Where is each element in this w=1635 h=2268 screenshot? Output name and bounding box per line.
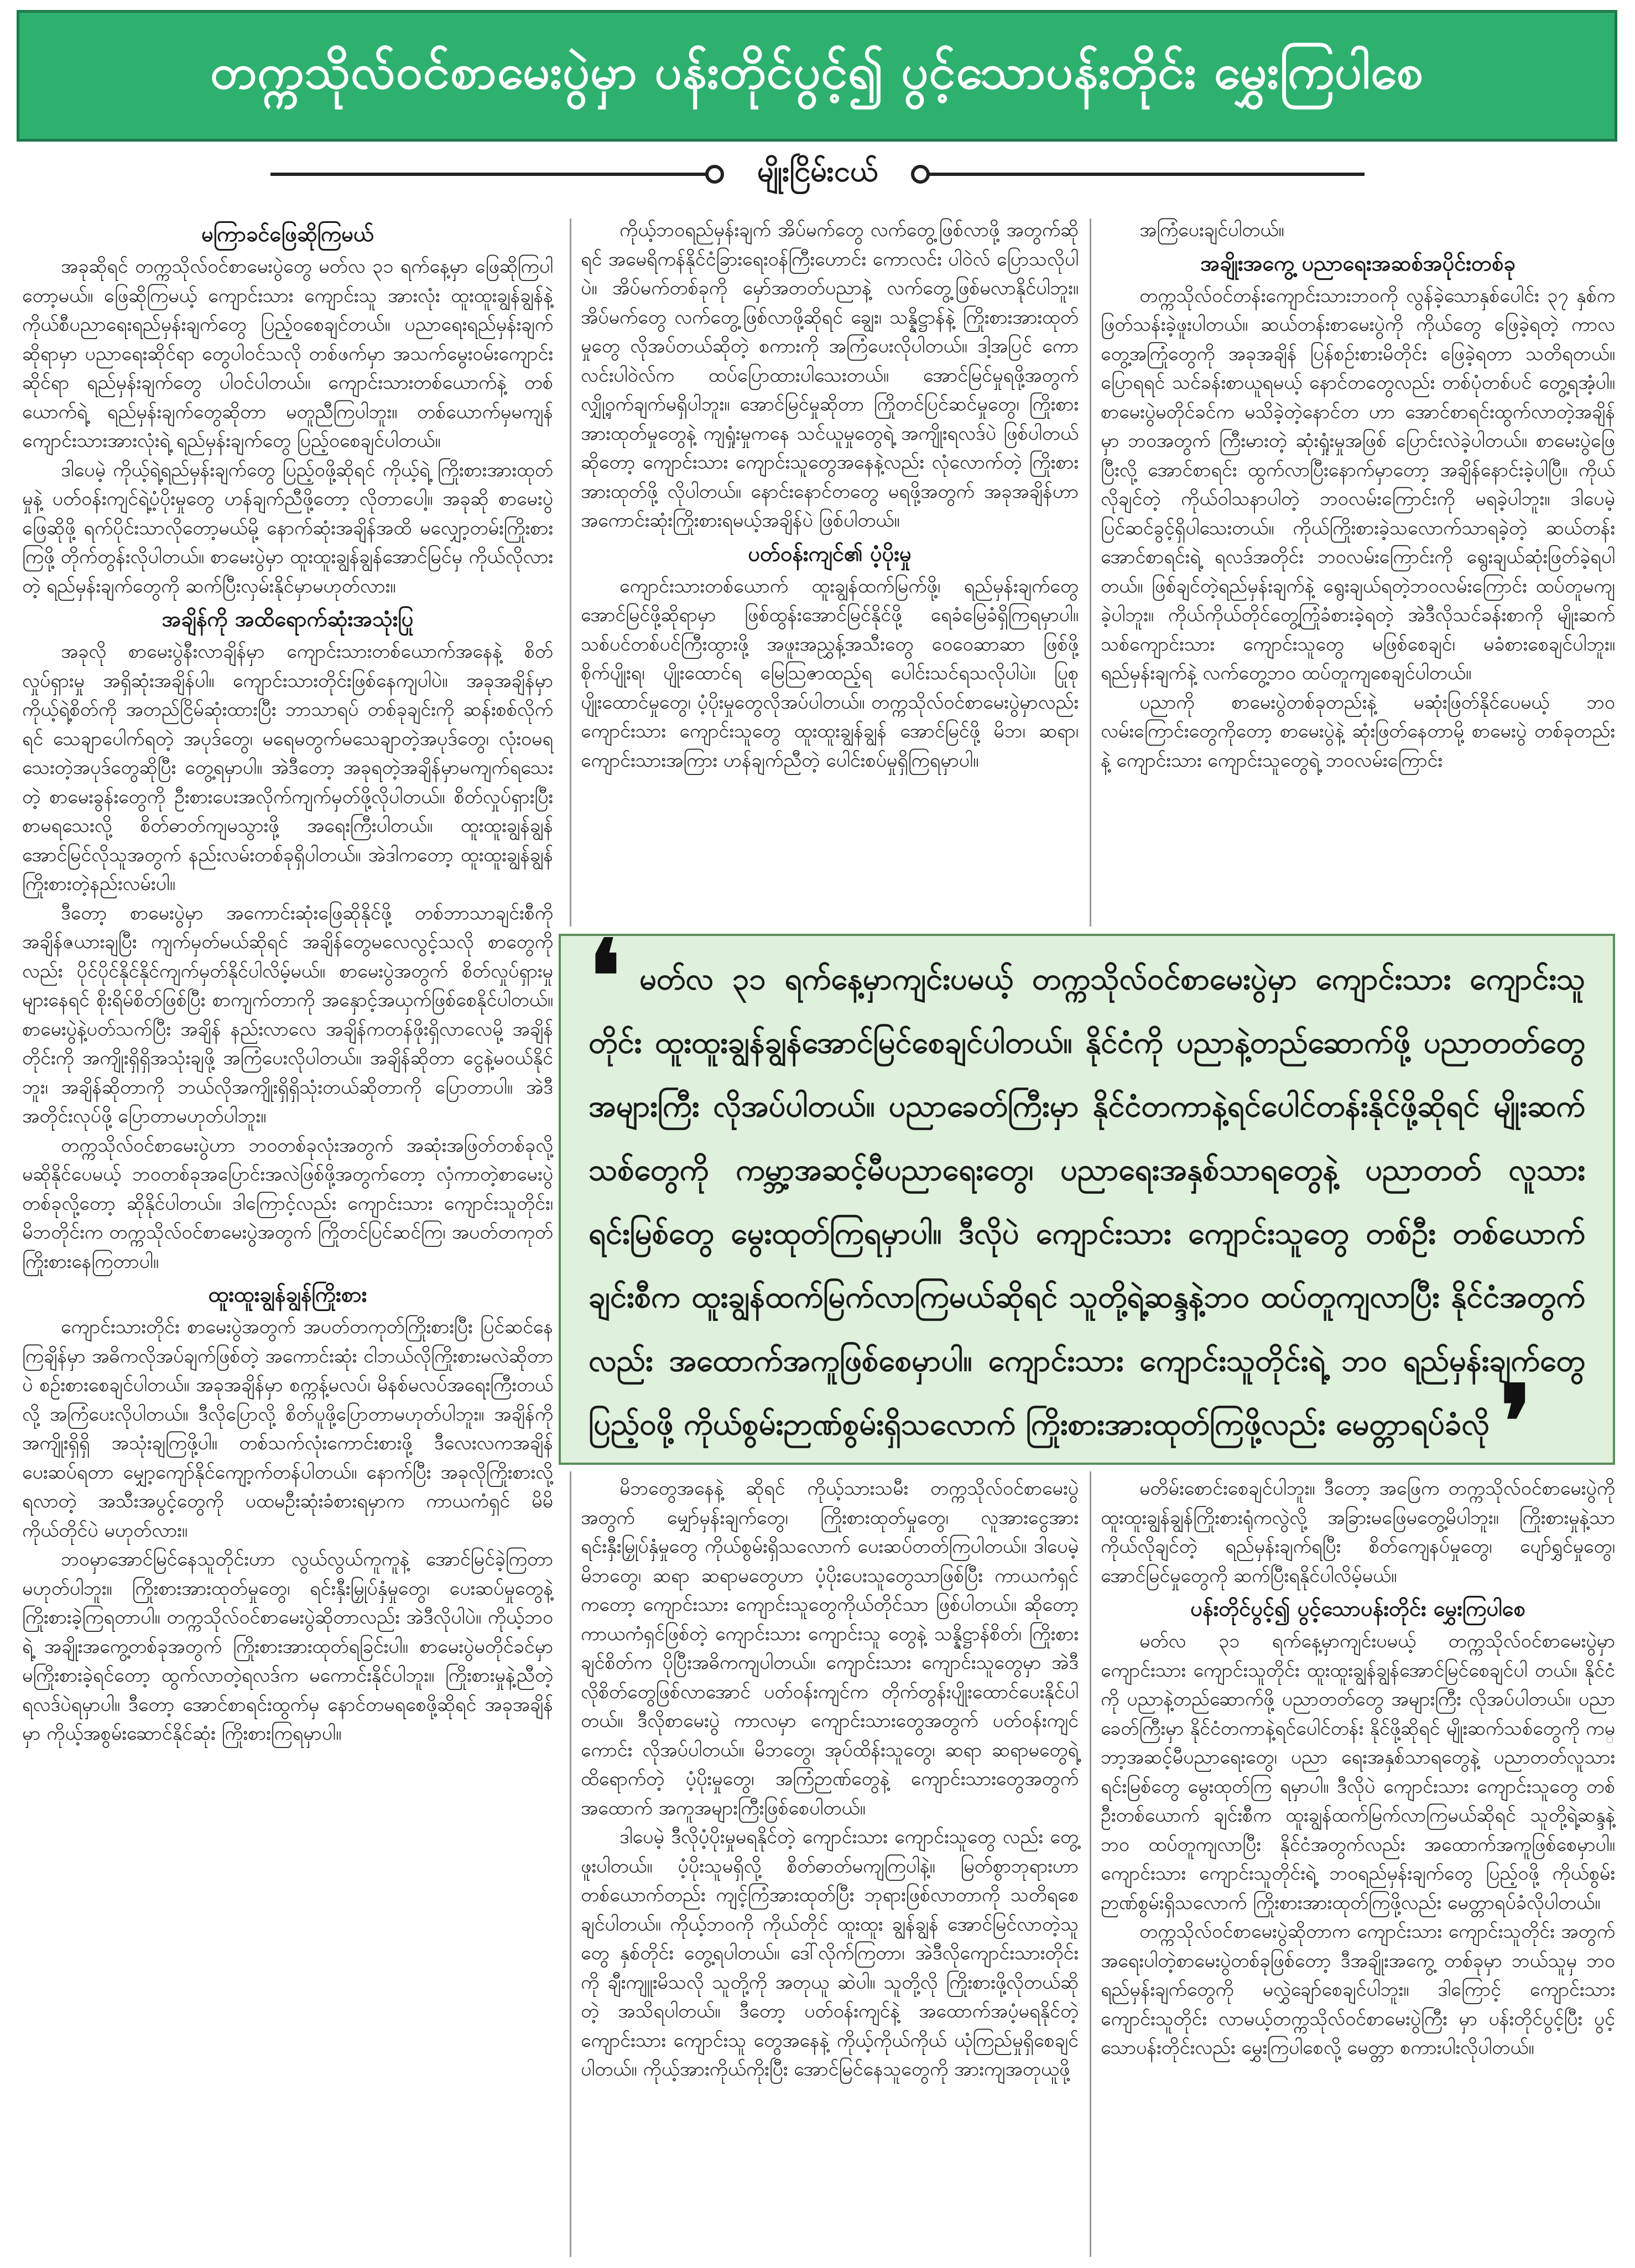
headline: တက္ကသိုလ်ဝင်စာမေးပွဲမှာ ပန်းတိုင်ပွင့်၍ ပွင့်သောပန်းတိုင်း မွှေးကြပါစေ — [210, 44, 1424, 100]
byline-left-ornament — [270, 173, 713, 176]
article-paragraph: တက္ကသိုလ်ဝင်စာမေးပွဲဆိုတာက ကျောင်းသား ကျောင်းသူတိုင်း အတွက် အရေးပါတဲ့စာမေးပွဲတစ်ခုဖြစ်တော့ ဒီအချိုးအကွေ့ တစ်ခုမှာ ဘယ်သူမှ ဘဝရည်မှန်းချက်တွေကို မလွှဲချော်စေချင်ပါဘူး။ ဒါကြောင့် ကျောင်းသား ကျောင်းသူတိုင်း လာမယ့်တက္ကသိုလ်ဝင်စာမေးပွဲကြီး မှာ ပန်းတိုင်ပွင့်ပြီး ပွင့်သောပန်းတိုင်းလည်း မွှေးကြပါစေလို့ မေတ္တာ စကားပါးလိုပါတယ်။ — [1101, 1921, 1615, 2059]
byline — [0, 149, 1635, 199]
article-paragraph: မတိမ်းစောင်းစေချင်ပါဘူး။ ဒီတော့ အဖြေက တက္ကသိုလ်ဝင်စာမေးပွဲကို ထူးထူးချွန်ချွန်ကြိုးစားရုံကလွဲလို့ အခြားမဖြေမတွေ့မိပါဘူး။ ကြိုးစားမှုနဲ့သာ ကိုယ်လိုချင်တဲ့ ရည်မှန်းချက်ရပြီး စိတ်ကျေနပ်မှုတွေ၊ ပျော်ရွှင်မှုတွေ၊ အောင်မြင်မှုတွေကို ဆက်ပြီးရနိုင်ပါလိမ့်မယ်။ — [1101, 1478, 1615, 1587]
article-paragraph: မတ်လ ၃၁ ရက်နေ့မှာကျင်းပမယ့် တက္ကသိုလ်ဝင်စာမေးပွဲမှာ ကျောင်းသား ကျောင်းသူတိုင်း ထူးထူးချွန်ချွန်အောင်မြင်စေချင်ပါ တယ်။ နိုင်ငံကို ပညာနဲ့တည်ဆောက်ဖို့ ပညာတတ်တွေ အများကြီး လိုအပ်ပါတယ်။ ပညာခေတ်ကြီးမှာ နိုင်ငံတကာနဲ့ရင်ပေါင်တန်း နိုင်ဖို့ဆိုရင် မျိုးဆက်သစ်တွေကို ကမ္ဘာ့အဆင့်မီပညာရေးတွေ၊ ပညာ ရေးအနှစ်သာရတွေနဲ့ ပညာတတ်လူသားရင်းမြစ်တွေ မွေးထုတ်ကြ ရမှာပါ။ ဒီလိုပဲ ကျောင်းသား ကျောင်းသူတွေ တစ်ဦးတစ်ယောက် ချင်းစီက ထူးချွန်ထက်မြက်လာကြမယ်ဆိုရင် သူတို့ရဲ့ဆန္ဒနဲ့ဘဝ ထပ်တူကျလာပြီး နိုင်ငံအတွက်လည်း အထောက်အကူဖြစ်စေမှာပါ။ ကျောင်းသား ကျောင်းသူတိုင်းရဲ့ ဘဝရည်မှန်းချက်တွေ ပြည့်ဝဖို့ ကိုယ်စွမ်းဉာဏ်စွမ်းရှိသလောက် ကြိုးစားအားထုတ်ကြဖို့လည်း မေတ္တာရပ်ခံလိုပါတယ်။ — [1101, 1630, 1615, 1914]
section-heading: ပန်းတိုင်ပွင့်၍ ပွင့်သောပန်းတိုင်း မွှေးကြပါစေ — [1190, 1596, 1525, 1621]
article-paragraph: ဒါပေမဲ့ ဒီလိုပံ့ပိုးမှုမရနိုင်တဲ့ ကျောင်းသား ကျောင်းသူတွေ လည်း တွေ့ဖူးပါတယ်။ ပံ့ပိုးသူမရှိလို့ စိတ်ဓာတ်မကျကြပါနဲ့။ မြတ်စွာဘုရားဟာ တစ်ယောက်တည်း ကျင့်ကြံအားထုတ်ပြီး ဘုရားဖြစ်လာတာကို သတိရစေချင်ပါတယ်။ ကိုယ့်ဘဝကို ကိုယ်တိုင် ထူးထူး ချွန်ချွန် အောင်မြင်လာတဲ့သူတွေ နှစ်တိုင်း တွေ့ရပါတယ်။ ဒေါ်လိုက်ကြတာ၊ အဲဒီလိုကျောင်းသားတိုင်းကို ချီးကျူးမိသလို သူတို့ကို အတုယူ ဆဲပါ။ သူတို့လို ကြိုးစားဖို့လိုတယ်ဆိုတဲ့ အသိရပါတယ်။ ဒီတော့ ပတ်ဝန်းကျင်နဲ့ အထောက်အပံ့မရနိုင်တဲ့ ကျောင်းသား ကျောင်းသူ တွေအနေနဲ့ ကိုယ့်ကိုယ်ကိုယ် ယုံကြည်မှုရှိစေချင်ပါတယ်။ ကိုယ့်အားကိုယ်ကိုးပြီး အောင်မြင်နေသူတွေကို အားကျအတုယူဖို့ — [581, 1826, 1079, 2080]
section-heading: မကြာခင်ဖြေဆိုကြမယ် — [201, 222, 374, 246]
byline-right-ornament — [922, 173, 1365, 176]
section-heading: အချိုးအကွေ့ ပညာရေးအဆစ်အပိုင်းတစ်ခု — [1200, 251, 1516, 275]
section-heading: ထူးထူးချွန်ချွန်ကြိုးစား — [208, 1282, 367, 1307]
article-paragraph: ကျောင်းသားတစ်ယောက် ထူးချွန်ထက်မြက်ဖို့၊ ရည်မှန်းချက်တွေ အောင်မြင်ဖို့ဆိုရာမှာ ဖြစ်ထွန်းအောင်မြင်နိုင်ဖို့ ရေခံမြေခံရှိကြရမှာပါ။ သစ်ပင်တစ်ပင်ကြီးထွားဖို့ အဖူးအညွှန့်အသီးတွေ ဝေဝေဆာဆာ ဖြစ်ဖို့ စိုက်ပျိုးရ၊ ပျိုးထောင်ရ မြေဩဇာထည့်ရ ပေါင်းသင်ရသလိုပါပဲ။ ပြုစုပျိုးထောင်မှုတွေ၊ ပံ့ပိုးမှုတွေလိုအပ်ပါတယ်။ တက္ကသိုလ်ဝင်စာမေးပွဲမှာလည်း ကျောင်းသား ကျောင်းသူတွေ ထူးထူးချွန်ချွန် အောင်မြင်ဖို့ မိဘ၊ ဆရာ၊ ကျောင်းသားအကြား ဟန်ချက်ညီတဲ့ ပေါင်းစပ်မှုရှိကြရမှာပါ။ — [581, 575, 1079, 772]
article-paragraph: ဘဝမှာအောင်မြင်နေသူတိုင်းဟာ လွယ်လွယ်ကူကူနဲ့ အောင်မြင်ခဲ့ကြတာ မဟုတ်ပါဘူး။ ကြိုးစားအားထုတ်မှုတွေ၊ ရင်းနှီးမြှုပ်နှံမှုတွေ၊ ပေးဆပ်မှုတွေနဲ့ ကြိုးစားခဲ့ကြရတာပါ။ တက္ကသိုလ်ဝင်စာမေးပွဲဆိုတာလည်း အဲဒီလိုပါပဲ။ ကိုယ့်ဘဝရဲ့ အချိုးအကွေ့တစ်ခုအတွက် ကြိုးစားအားထုတ်ရခြင်းပါ။ စာမေးပွဲမတိုင်ခင်မှာ မကြိုးစားခဲ့ရင်တော့ ထွက်လာတဲ့ရလဒ်က မကောင်းနိုင်ပါဘူး။ ကြိုးစားမှုနဲ့ညီတဲ့ ရလဒ်ပဲရမှာပါ။ ဒီတော့ အောင်စာရင်းထွက်မှ နောင်တမရစေဖို့ဆိုရင် အခုအချိန်မှာ ကိုယ့်အစွမ်းဆောင်နိုင်ဆုံး ကြိုးစားကြရမှာပါ။ — [22, 1548, 553, 1745]
article-paragraph: မိဘတွေအနေနဲ့ ဆိုရင် ကိုယ့်သားသမီး တက္ကသိုလ်ဝင်စာမေးပွဲ အတွက် မျှော်မှန်းချက်တွေ၊ ကြိုးစားထုတ်မှုတွေ၊ လူအားငွေအား ရင်းနှီးမြှုပ်နှံမှုတွေ ကိုယ်စွမ်းရှိသလောက် ပေးဆပ်တတ်ကြပါတယ်။ ဒါပေမဲ့ မိဘတွေ၊ ဆရာ ဆရာမတွေဟာ ပံ့ပိုးပေးသူတွေသာဖြစ်ပြီး ကာယကံရှင်ကတော့ ကျောင်းသား ကျောင်းသူတွေကိုယ်တိုင်သာ ဖြစ်ပါတယ်။ ဆိုတော့ ကာယကံရှင်ဖြစ်တဲ့ ကျောင်းသား ကျောင်းသူ တွေနဲ့ သန္နိဋ္ဌာန်စိတ်၊ ကြိုးစားချင်စိတ်က ပိုပြီးအဓိကကျပါတယ်။ ကျောင်းသား ကျောင်းသူတွေမှာ အဲဒီလိုစိတ်တွေဖြစ်လာအောင် ပတ်ဝန်းကျင်က တိုက်တွန်းပျိုးထောင်ပေးနိုင်ပါတယ်။ ဒီလိုစာမေးပွဲ ကာလမှာ ကျောင်းသားတွေအတွက် ပတ်ဝန်းကျင်ကောင်း လိုအပ်ပါတယ်။ မိဘတွေ၊ အုပ်ထိန်းသူတွေ၊ ဆရာ ဆရာမတွေရဲ့ ထိရောက်တဲ့ ပံ့ပိုးမှုတွေ၊ အကြံဉာဏ်တွေနဲ့ ကျောင်းသားတွေအတွက် အထောက် အကူအများကြီးဖြစ်စေပါတယ်။ — [581, 1478, 1079, 1819]
column-divider-3 — [570, 1471, 571, 2257]
pull-quote-body: မတ်လ ၃၁ ရက်နေ့မှာကျင်းပမယ့် တက္ကသိုလ်ဝင်စာမေးပွဲမှာ ကျောင်းသား ကျောင်းသူတိုင်း ထူးထူးချွန်ချွန်အောင်မြင်စေချင်ပါတယ်။ နိုင်ငံကို ပညာနဲ့တည်ဆောက်ဖို့ ပညာတတ်တွေ အများကြီး လိုအပ်ပါတယ်။ ပညာခေတ်ကြီးမှာ နိုင်ငံတကာနဲ့ရင်ပေါင်တန်းနိုင်ဖို့ဆိုရင် မျိုးဆက်သစ်တွေကို ကမ္ဘာ့အဆင့်မီပညာရေးတွေ၊ ပညာရေးအနှစ်သာရတွေနဲ့ ပညာတတ် လူသားရင်းမြစ်တွေ မွေးထုတ်ကြရမှာပါ။ ဒီလိုပဲ ကျောင်းသား ကျောင်းသူတွေ တစ်ဦး တစ်ယောက်ချင်းစီက ထူးချွန်ထက်မြက်လာကြမယ်ဆိုရင် သူတို့ရဲ့ဆန္ဒနဲ့ဘဝ ထပ်တူကျလာပြီး နိုင်ငံအတွက်လည်း အထောက်အကူဖြစ်စေမှာပါ။ ကျောင်းသား ကျောင်းသူတိုင်းရဲ့ ဘဝ ရည်မှန်းချက်တွေပြည့်ဝဖို့ ကိုယ်စွမ်းဉာဏ်စွမ်းရှိသလောက် ကြိုးစားအားထုတ်ကြဖို့လည်း မေတ္တာရပ်ခံလို — [589, 961, 1585, 1442]
article-paragraph: တက္ကသိုလ်ဝင်စာမေးပွဲဟာ ဘဝတစ်ခုလုံးအတွက် အဆုံးအဖြတ်တစ်ခုလို့ မဆိုနိုင်ပေမယ့် ဘဝတစ်ခုအပြောင်းအလဲဖြစ်ဖို့အတွက်တော့ လှံကာတဲ့စာမေးပွဲတစ်ခုလို့တော့ ဆိုနိုင်ပါတယ်။ ဒါကြောင့်လည်း ကျောင်းသား ကျောင်းသူတိုင်း၊ မိဘတိုင်းက တက္ကသိုလ်ဝင်စာမေးပွဲအတွက် ကြိုတင်ပြင်ဆင်ကြ၊ အပတ်တကုတ် ကြိုးစားနေကြတာပါ။ — [22, 1134, 553, 1273]
author-name: မျိုးငြိမ်းငယ် — [757, 155, 878, 188]
headline-banner — [17, 10, 1617, 142]
pull-quote-text — [589, 918, 1585, 1480]
article-column-2-top — [581, 216, 1079, 924]
open-quote-mark: ❛ — [589, 918, 621, 1035]
article-column-2-bottom — [581, 1474, 1079, 2260]
column-divider-4 — [1090, 1471, 1091, 2257]
section-heading: အချိန်ကို အထိရောက်ဆုံးအသုံးပြု — [162, 607, 414, 631]
section-heading: ပတ်ဝန်းကျင်၏ ပံ့ပိုးမှု — [748, 541, 912, 566]
column-divider-1 — [570, 219, 571, 927]
article-paragraph: အခုဆိုရင် တက္ကသိုလ်ဝင်စာမေးပွဲတွေ မတ်လ ၃၁ ရက်နေ့မှာ ဖြေဆိုကြပါတော့မယ်။ ဖြေဆိုကြမယ့် ကျောင်းသား ကျောင်းသူ အားလုံး ထူးထူးချွန်ချွန်နဲ့ ကိုယ်စီပညာရေးရည်မှန်းချက်တွေ ပြည့်ဝစေချင်တယ်။ ပညာရေးရည်မှန်းချက်ဆိုရာမှာ ပညာရေးဆိုင်ရာ တွေပါဝင်သလို တစ်ဖက်မှာ အသက်မွေးဝမ်းကျောင်းဆိုင်ရာ ရည်မှန်းချက်တွေ ပါဝင်ပါတယ်။ ကျောင်းသားတစ်ယောက်နဲ့ တစ်ယောက်ရဲ့ ရည်မှန်းချက်တွေဆိုတာ မတူညီကြပါဘူး။ တစ်ယောက်မှမကျန် ကျောင်းသားအားလုံးရဲ့ ရည်မှန်းချက်တွေ ပြည့်ဝစေချင်ပါတယ်။ — [22, 256, 553, 452]
close-quote-mark: ❜ — [1499, 1364, 1532, 1480]
article-paragraph: ကိုယ့်ဘဝရည်မှန်းချက် အိပ်မက်တွေ လက်တွေ့ဖြစ်လာဖို့ အတွက်ဆိုရင် အမေရိကန်နိုင်ငံခြားရေးဝန်ကြီးဟောင်း ကောလင်း ပါဝဲလ် ပြောသလိုပါပဲ။ အိပ်မက်တစ်ခုကို မှော်အတတ်ပညာနဲ့ လက်တွေ့ဖြစ်မလာနိုင်ပါဘူး။ အိပ်မက်တွေ လက်တွေ့ဖြစ်လာဖို့ဆိုရင် ချွေး၊ သန္နိဋ္ဌာန်နဲ့ ကြိုးစားအားထုတ်မှုတွေ လိုအပ်တယ်ဆိုတဲ့ စကားကို အကြံပေးလိုပါတယ်။ ဒါ့အပြင် ကောလင်းပါဝဲလ်က ထပ်ပြောထားပါသေးတယ်။ အောင်မြင်မှုရဖို့အတွက် လျှို့ဝှက်ချက်မရှိပါဘူး။ အောင်မြင်မှုဆိုတာ ကြိုတင်ပြင်ဆင်မှုတွေ၊ ကြိုးစားအားထုတ်မှုတွေနဲ့ ကျရှုံးမှုကနေ သင်ယူမှုတွေရဲ့ အကျိုးရလဒ်ပဲ ဖြစ်ပါတယ်ဆိုတော့ ကျောင်းသား ကျောင်းသူတွေအနေနဲ့လည်း လုံလောက်တဲ့ ကြိုးစားအားထုတ်ဖို့ လိုပါတယ်။ နောင်းနောင်တတွေ မရဖို့အတွက် အခုအချိန်ဟာ အကောင်းဆုံးကြိုးစားရမယ့်အချိန်ပဲ ဖြစ်ပါတယ်။ — [581, 219, 1079, 532]
article-paragraph: တက္ကသိုလ်ဝင်တန်းကျောင်းသားဘဝကို လွန်ခဲ့သောနှစ်ပေါင်း ၃၇ နှစ်က ဖြတ်သန်းခဲ့ဖူးပါတယ်။ ဆယ်တန်းစာမေးပွဲကို ကိုယ်တွေ ဖြေခဲ့ရတဲ့ ကာလတွေ့အကြုံတွေကို အခုအချိန် ပြန်စဉ်းစားမိတိုင်း ဖြေခဲ့ရတာ သတိရတယ်။ ပြောရရင် သင်ခန်းစာယူရမယ့် နောင်တတွေလည်း တစ်ပုံတစ်ပင် တွေ့ရအံ့ပါ။ စာမေးပွဲမတိုင်ခင်က မသိခဲ့တဲ့နောင်တ ဟာ အောင်စာရင်းထွက်လာတဲ့အချိန်မှာ ဘဝအတွက် ကြီးမားတဲ့ ဆုံးရှုံးမှုအဖြစ် ပြောင်းလဲခဲ့ပါတယ်။ စာမေးပွဲဖြေပြီးလို့ အောင်စာရင်း ထွက်လာပြီးနောက်မှာတော့ အချိန်နောင်းခဲ့ပါပြီ။ ကိုယ်လိုချင်တဲ့ ကိုယ်ဝါသနာပါတဲ့ ဘဝလမ်းကြောင်းကို မရခဲ့ပါဘူး။ ဒါပေမဲ့ ပြင်ဆင်ခွင့်ရှိပါသေးတယ်။ ကိုယ်ကြိုးစားခဲ့သလောက်သာရခဲ့တဲ့ ဆယ်တန်းအောင်စာရင်းရဲ့ ရလဒ်အတိုင်း ဘဝလမ်းကြောင်းကို ရွေးချယ်ဆုံးဖြတ်ခဲ့ရပါတယ်။ ဖြစ်ချင်တဲ့ရည်မှန်းချက်နဲ့ ရွေးချယ်ရတဲ့ဘဝလမ်းကြောင်း ထပ်တူမကျခဲ့ပါဘူး။ ကိုယ်ကိုယ်တိုင်တွေ့ကြုံခံစားခဲ့ရတဲ့ အဲဒီလိုသင်ခန်းစာကို မျိုးဆက်သစ်ကျောင်းသား ကျောင်းသူတွေ မဖြစ်စေချင်၊ မခံစားစေချင်ပါဘူး။ ရည်မှန်းချက်နဲ့ လက်တွေ့ဘဝ ထပ်တူကျစေချင်ပါတယ်။ — [1101, 284, 1615, 684]
pull-quote-box — [559, 918, 1615, 1480]
article-paragraph: အခုလို စာမေးပွဲနီးလာချိန်မှာ ကျောင်းသားတစ်ယောက်အနေနဲ့ စိတ်လှုပ်ရှားမှု အရှိဆုံးအချိန်ပါ။ ကျောင်းသားတိုင်းဖြစ်နေကျပါပဲ။ အခုအချိန်မှာ ကိုယ့်ရဲ့စိတ်ကို အတည်ငြိမ်ဆုံးထားပြီး ဘာသာရပ် တစ်ခုချင်းကို ဆန်းစစ်လိုက်ရင် သေချာပေါက်ရတဲ့ အပုဒ်တွေ၊ မရေမတွက်မသေချာတဲ့အပုဒ်တွေ၊ လုံးဝမရသေးတဲ့အပုဒ်တွေဆိုပြီး တွေ့ရမှာပါ။ အဲဒီတော့ အခုရတဲ့အချိန်မှာမကျက်ရသေးတဲ့ စာမေးခွန်းတွေကို ဦးစားပေးအလိုက်ကျက်မှတ်ဖို့လိုပါတယ်။ စိတ်လှုပ်ရှားပြီး စာမရသေးလို့ စိတ်ဓာတ်ကျမသွားဖို့ အရေးကြီးပါတယ်။ ထူးထူးချွန်ချွန်အောင်မြင်လိုသူအတွက် နည်းလမ်းတစ်ခုရှိပါတယ်။ အဲဒါကတော့ ထူးထူးချွန်ချွန်ကြိုးစားတဲ့နည်းလမ်းပါ။ — [22, 641, 553, 895]
article-column-3-bottom — [1101, 1474, 1615, 2260]
article-paragraph: ကျောင်းသားတိုင်း စာမေးပွဲအတွက် အပတ်တကုတ်ကြိုးစားပြီး ပြင်ဆင်နေကြချိန်မှာ အဓိကလိုအပ်ချက်ဖြစ်တဲ့ အကောင်းဆုံး ငါဘယ်လိုကြိုးစားမလဲဆိုတာပဲ စဉ်းစားစေချင်ပါတယ်။ အခုအချိန်မှာ စက္ကန့်မလပ်၊ မိနစ်မလပ်အရေးကြီးတယ်လို့ အကြံပေးလိုပါတယ်။ ဒီလိုပြောလို့ စိတ်ပူဖို့ပြောတာမဟုတ်ပါဘူး။ အချိန်ကိုအကျိုးရှိရှိ အသုံးချကြဖို့ပါ။ တစ်သက်လုံးကောင်းစားဖို့ ဒီလေးလကအချိန် ပေးဆပ်ရတာ မျှော့ကျော်နိုင်ကျော့က်တန်ပါတယ်။ နောက်ပြီး အခုလိုကြိုးစားလို့ရလာတဲ့ အသီးအပွင့်တွေကို ပထမဦးဆုံးခံစားရမှာက ကာယကံရှင် မိမိကိုယ်တိုင်ပဲ မဟုတ်လား။ — [22, 1316, 553, 1542]
article-paragraph: ပညာကို စာမေးပွဲတစ်ခုတည်းနဲ့ မဆုံးဖြတ်နိုင်ပေမယ့် ဘဝ လမ်းကြောင်းတွေကိုတော့ စာမေးပွဲနဲ့ ဆုံးဖြတ်နေတာမို့ စာမေးပွဲ တစ်ခုတည်းနဲ့ ကျောင်းသား ကျောင်းသူတွေရဲ့ ဘဝလမ်းကြောင်း — [1101, 691, 1615, 772]
article-column-3-top — [1101, 216, 1615, 924]
article-paragraph: ဒါပေမဲ့ ကိုယ့်ရဲ့ရည်မှန်းချက်တွေ ပြည့်ဝဖို့ဆိုရင် ကိုယ့်ရဲ့ ကြိုးစားအားထုတ်မှုနဲ့ ပတ်ဝန်းကျင်ရဲ့ပံ့ပိုးမှုတွေ ဟန်ချက်ညီဖို့တော့ လိုတာပေါ့။ အခုဆို စာမေးပွဲဖြေဆိုဖို့ ရက်ပိုင်းသာလိုတော့မယ်မို့ နောက်ဆုံးအချိန်အထိ မလျှော့တမ်းကြိုးစားကြဖို့ တိုက်တွန်းလိုပါတယ်။ စာမေးပွဲမှာ ထူးထူးချွန်ချွန်အောင်မြင်မှ ကိုယ်လိုလားတဲ့ ရည်မှန်းချက်တွေကို ဆက်ပြီးလှမ်းနိုင်မှာမဟုတ်လား။ — [22, 459, 553, 597]
article-column-1 — [22, 216, 553, 2257]
article-paragraph: အကြံပေးချင်ပါတယ်။ — [1139, 219, 1284, 241]
article-paragraph: ဒီတော့ စာမေးပွဲမှာ အကောင်းဆုံးဖြေဆိုနိုင်ဖို့ တစ်ဘာသာချင်းစီကို အချိန်ဇယားချပြီး ကျက်မှတ်မယ်ဆိုရင် အချိန်တွေမလေလွင့်သလို စာတွေကိုလည်း ပိုင်ပိုင်နိုင်နိုင်ကျက်မှတ်နိုင်ပါလိမ့်မယ်။ စာမေးပွဲအတွက် စိတ်လှုပ်ရှားမှုများနေရင် စိုးရိမ်စိတ်ဖြစ်ပြီး စာကျက်တာကို အနှောင့်အယှက်ဖြစ်စေနိုင်ပါတယ်။ စာမေးပွဲနဲ့ပတ်သက်ပြီး အချိန် နည်းလာလေ အချိန်ကတန်ဖိုးရှိလာလေမို့ အချိန်တိုင်းကို အကျိုးရှိရှိအသုံးချဖို့ အကြံပေးလိုပါတယ်။ အချိန်ဆိုတာ ငွေနဲ့မဝယ်နိုင်ဘူး၊ အချိန်ဆိုတာကို ဘယ်လိုအကျိုးရှိရှိသုံးတယ်ဆိုတာကို ပြောတာပါ။ အဲဒီအတိုင်းလုပ်ဖို့ ပြောတာမဟုတ်ပါဘူး။ — [22, 902, 553, 1127]
column-divider-2 — [1090, 219, 1091, 927]
